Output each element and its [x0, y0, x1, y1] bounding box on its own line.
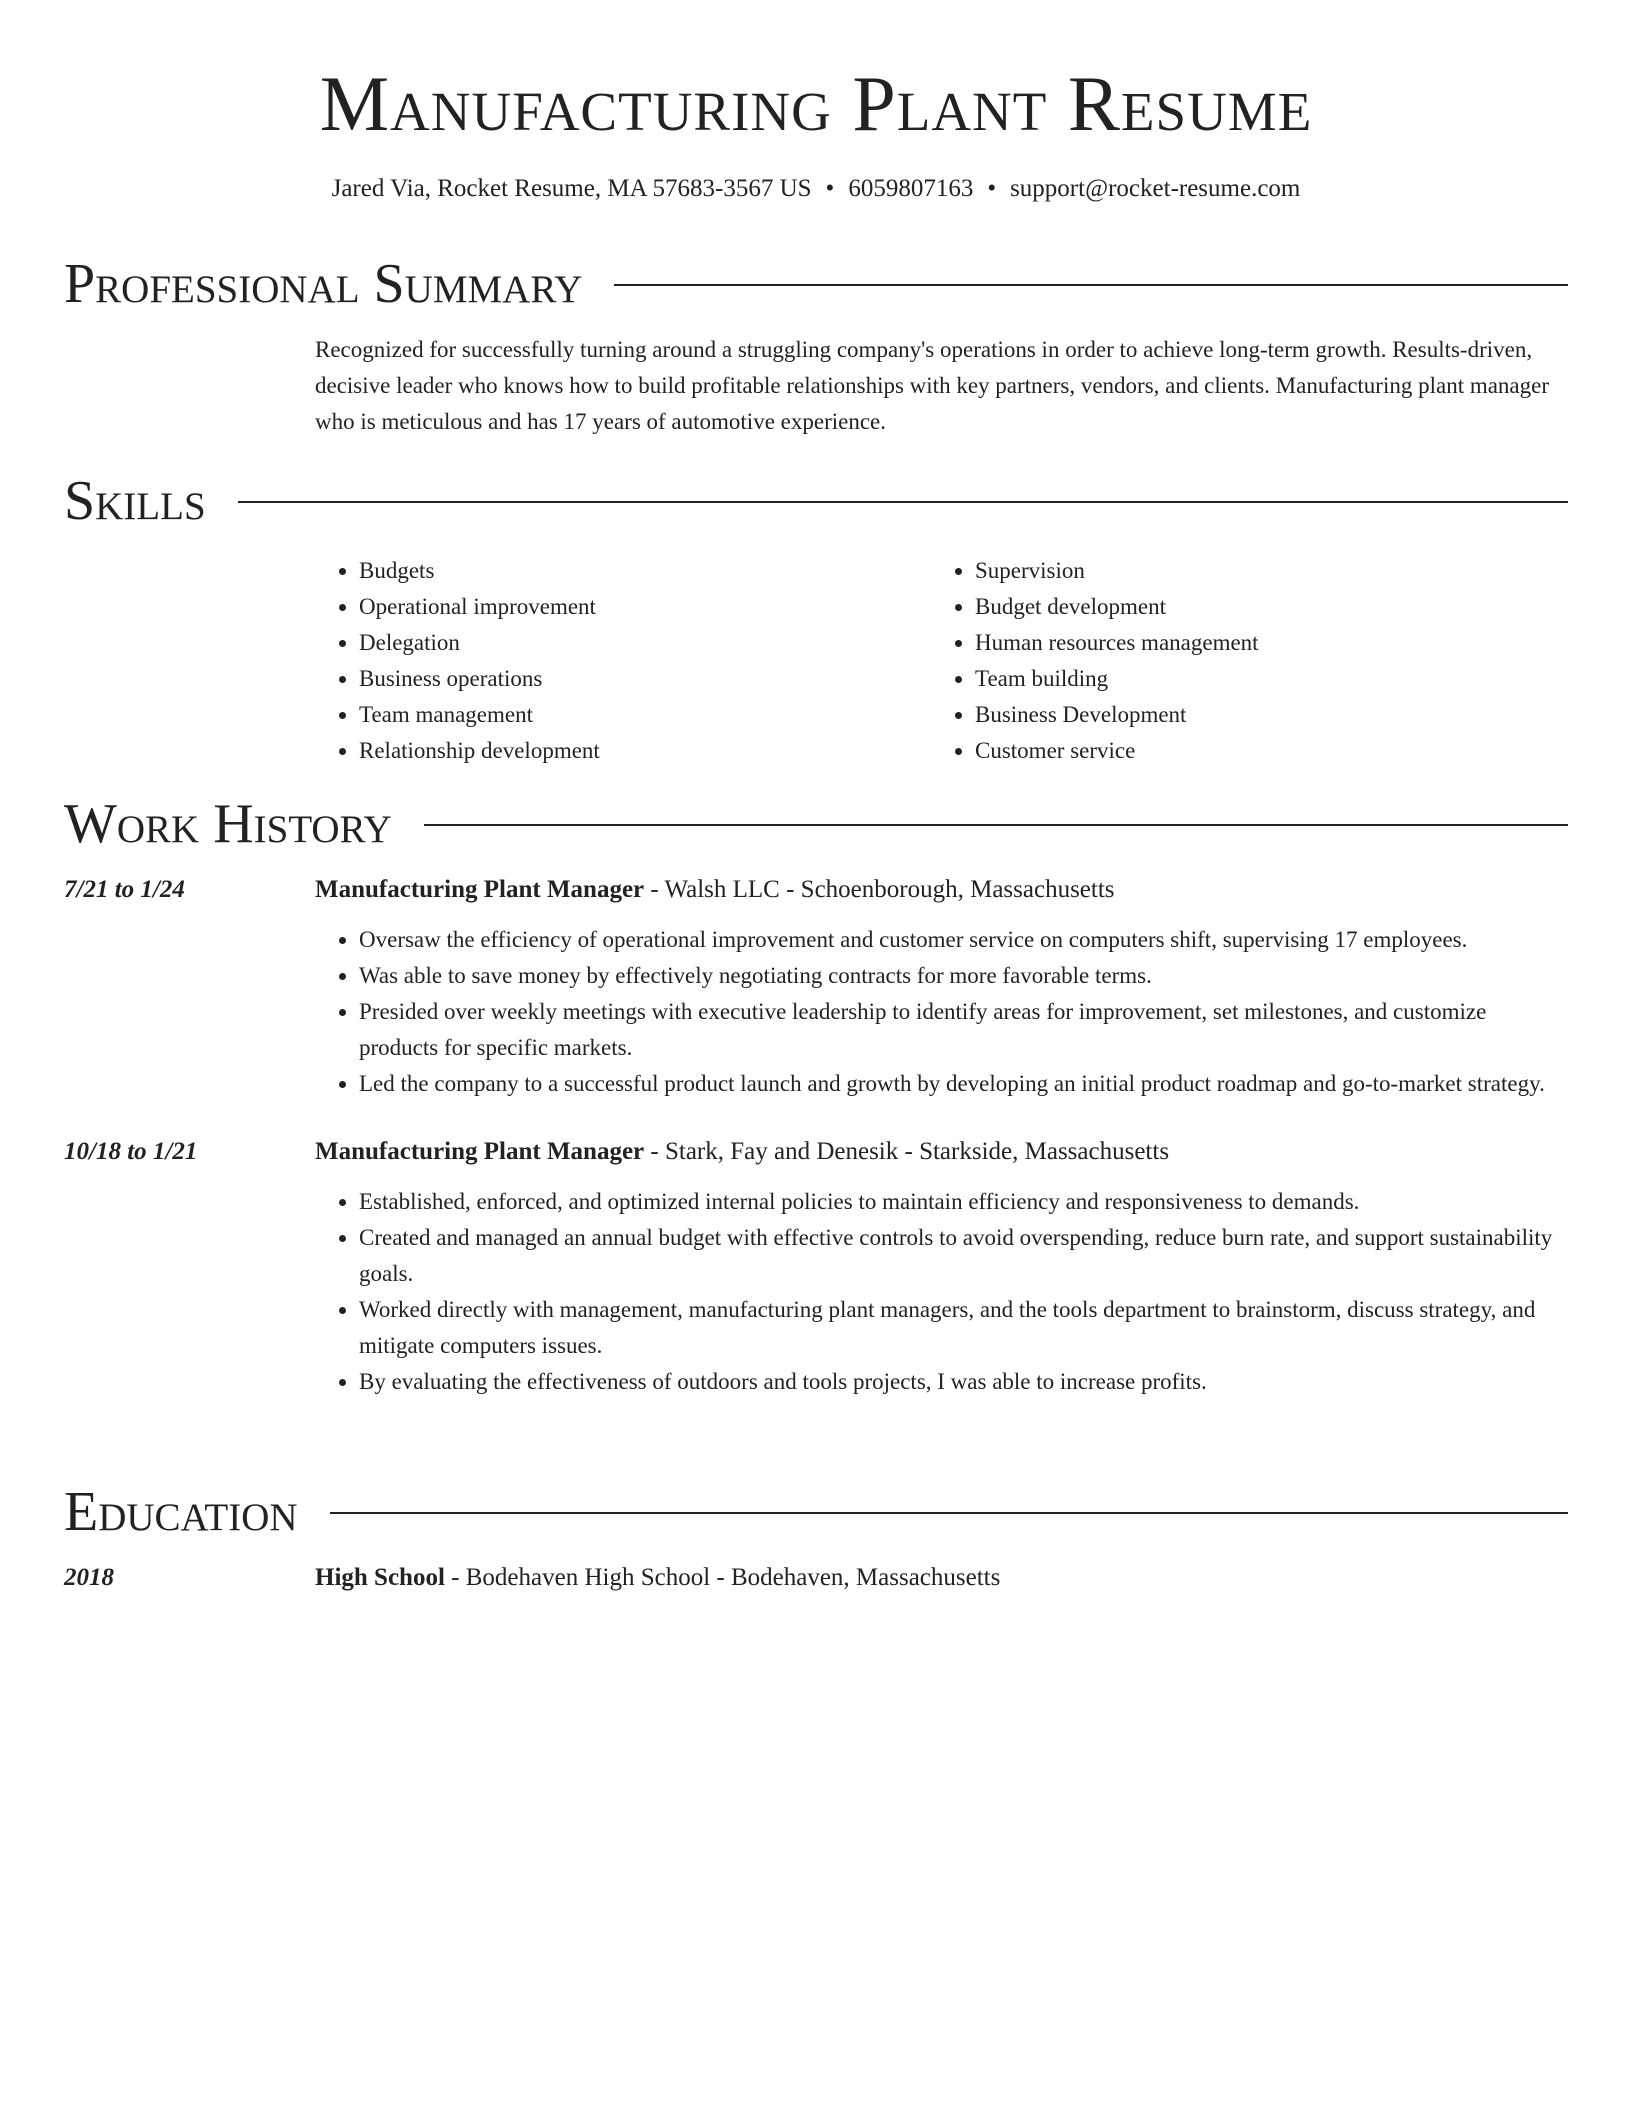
job-bullet: • Was able to save money by effectively negotiating contracts for more favorable terms. — [359, 958, 1568, 994]
job-title: Manufacturing Plant Manager — [315, 1138, 645, 1165]
contact-separator: • — [987, 175, 997, 202]
skill-item: • Budget development — [975, 589, 1547, 625]
contact-address: Jared Via, Rocket Resume, MA 57683-3567 US — [331, 175, 812, 202]
job-bullets — [315, 1184, 1568, 1400]
job-header — [64, 872, 1568, 908]
summary-heading-row — [64, 252, 1568, 316]
contact-email: support@rocket-resume.com — [1010, 175, 1301, 202]
resume-title: Manufacturing Plant Resume — [319, 60, 1313, 147]
job-bullet: • By evaluating the effectiveness of outdoors and tools projects, I was able to increase profits. — [359, 1364, 1568, 1400]
job-dates: 10/18 to 1/21 — [64, 1138, 198, 1165]
skills-list-left — [315, 553, 931, 769]
job-bullet: • Led the company to a successful product launch and growth by developing an initial product roadmap and go-to-market strategy. — [359, 1066, 1568, 1102]
skill-item: • Team management — [359, 697, 931, 733]
job-bullet: • Established, enforced, and optimized internal policies to maintain efficiency and responsiveness to demands. — [359, 1184, 1568, 1220]
job-title: Manufacturing Plant Manager — [315, 876, 645, 903]
work-heading-row — [64, 792, 1568, 856]
summary-heading: Professional Summary — [64, 253, 583, 315]
education-year: 2018 — [64, 1564, 114, 1591]
skills-section — [64, 469, 1568, 769]
skills-body — [315, 553, 1568, 769]
skills-heading-row — [64, 469, 1568, 533]
education-section — [64, 1480, 1568, 1596]
job-entry — [64, 872, 1568, 1102]
skill-item: • Operational improvement — [359, 589, 931, 625]
contact-phone: 6059807163 — [848, 175, 974, 202]
summary-body — [315, 332, 1568, 440]
skill-item: • Customer service — [975, 733, 1547, 769]
job-bullet: • Worked directly with management, manufacturing plant managers, and the tools department to brainstorm, discuss strategy, and mitigate computers issues. — [359, 1292, 1568, 1364]
skill-item: • Budgets — [359, 553, 931, 589]
skill-item: • Relationship development — [359, 733, 931, 769]
work-section — [64, 792, 1568, 1400]
skill-item: • Delegation — [359, 625, 931, 661]
section-divider — [238, 501, 1568, 503]
job-details: - Stark, Fay and Denesik - Starkside, Massachusetts — [644, 1138, 1170, 1165]
contact-line — [0, 172, 1632, 206]
contact-separator: • — [825, 175, 835, 202]
education-degree: High School — [315, 1564, 445, 1591]
job-bullet: • Oversaw the efficiency of operational improvement and customer service on computers shift, supervising 17 employees. — [359, 922, 1568, 958]
skills-list-right — [931, 553, 1547, 769]
skills-grid — [315, 553, 1568, 769]
education-heading-row — [64, 1480, 1568, 1544]
skills-heading: Skills — [64, 470, 206, 532]
skill-item: • Team building — [975, 661, 1547, 697]
section-divider — [330, 1512, 1568, 1514]
skill-item: • Business operations — [359, 661, 931, 697]
job-dates: 7/21 to 1/24 — [64, 876, 185, 903]
education-heading-text — [315, 1560, 1000, 1596]
education-details: - Bodehaven High School - Bodehaven, Massachusetts — [444, 1564, 1001, 1591]
job-entry — [64, 1134, 1568, 1400]
summary-text: Recognized for successfully turning around a struggling company's operations in order to achieve long-term growth. Results-driven, decisive leader who knows how to build profitable relationships with key partners, vendors, and clients. Manufacturing plant manager who is meticulous and has 17 years of automotive experience. — [315, 337, 1550, 434]
skill-item: • Business Development — [975, 697, 1547, 733]
work-heading: Work History — [64, 793, 392, 855]
education-entry — [64, 1560, 1568, 1596]
education-heading: Education — [64, 1481, 298, 1543]
job-bullet: • Created and managed an annual budget with effective controls to avoid overspending, reduce burn rate, and support sustainability goals. — [359, 1220, 1568, 1292]
job-header — [64, 1134, 1568, 1170]
skill-item: • Supervision — [975, 553, 1547, 589]
job-heading-text — [315, 872, 1115, 908]
summary-section — [64, 252, 1568, 440]
section-divider — [424, 824, 1568, 826]
job-details: - Walsh LLC - Schoenborough, Massachusetts — [644, 876, 1115, 903]
section-divider — [614, 284, 1568, 286]
job-heading-text — [315, 1134, 1169, 1170]
skill-item: • Human resources management — [975, 625, 1547, 661]
job-bullets — [315, 922, 1568, 1102]
job-bullet: • Presided over weekly meetings with executive leadership to identify areas for improvement, set milestones, and customize products for specific markets. — [359, 994, 1568, 1066]
